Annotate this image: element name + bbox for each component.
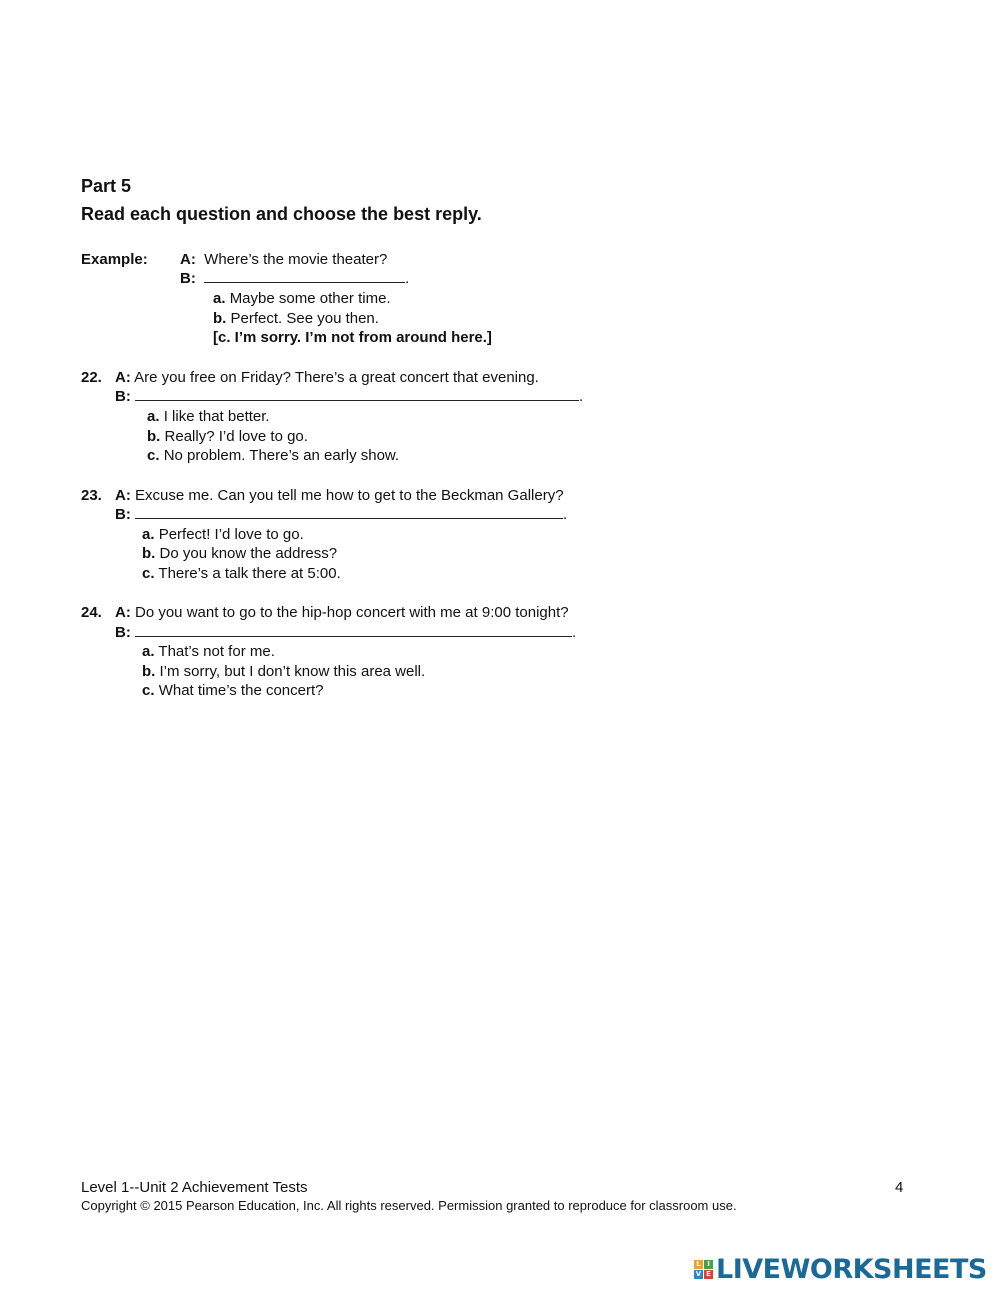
option-letter: c. <box>142 682 155 699</box>
option-24-a[interactable] <box>142 642 275 661</box>
copyright-notice: Copyright © 2015 Pearson Education, Inc. All rights reserved. Permission granted to reproduce for classroom use. <box>81 1198 737 1213</box>
blank-period: . <box>572 624 577 641</box>
option-23-c[interactable] <box>142 564 341 583</box>
reply-24 <box>115 623 576 642</box>
logo-blocks-icon <box>694 1260 713 1279</box>
option-text: Perfect. See you then. <box>230 310 379 327</box>
option-text: Do you know the address? <box>159 545 338 562</box>
reply-22 <box>115 387 583 406</box>
option-letter: c. <box>142 565 155 582</box>
option-letter: a. <box>147 408 160 425</box>
option-22-c[interactable] <box>147 446 399 465</box>
option-letter: a. <box>213 290 226 307</box>
option-letter: a. <box>142 526 155 543</box>
speaker-b-label: B: <box>115 506 131 523</box>
option-22-b[interactable] <box>147 427 308 446</box>
option-text: Really? I’d love to go. <box>164 428 308 445</box>
answer-blank[interactable] <box>135 623 572 637</box>
answer-blank[interactable] <box>204 269 405 283</box>
speaker-a-label: A: <box>180 251 196 268</box>
footer-title: Level 1--Unit 2 Achievement Tests <box>81 1179 308 1196</box>
option-23-a[interactable] <box>142 525 304 544</box>
example-label: Example: <box>81 251 148 268</box>
instructions: Read each question and choose the best reply. <box>81 204 482 224</box>
blank-period: . <box>579 388 584 405</box>
option-text: What time’s the concert? <box>158 682 324 699</box>
option-24-b[interactable] <box>142 662 425 681</box>
logo-block: V <box>695 1269 702 1278</box>
speaker-a-label: A: <box>115 604 131 621</box>
question-number: 24. <box>81 604 102 621</box>
question-number: 23. <box>81 487 102 504</box>
speaker-a-label: A: <box>115 369 131 386</box>
speaker-a-label: A: <box>115 487 131 504</box>
logo-text: LIVEWORKSHEETS <box>716 1253 987 1285</box>
option-letter: b. <box>147 428 161 445</box>
option-text: Perfect! I’d love to go. <box>158 526 304 543</box>
question-text: Where’s the movie theater? <box>204 251 388 268</box>
option-letter: b. <box>142 545 156 562</box>
option-letter: b. <box>213 310 227 327</box>
option-text: No problem. There’s an early show. <box>163 447 400 464</box>
option-22-a[interactable] <box>147 407 270 426</box>
option-text: I’m sorry, but I don’t know this area well. <box>159 663 426 680</box>
page-number: 4 <box>895 1179 904 1196</box>
blank-period: . <box>405 270 410 287</box>
blank-period: . <box>563 506 568 523</box>
reply-23 <box>115 505 567 524</box>
option-letter: a. <box>142 643 155 660</box>
option-23-b[interactable] <box>142 544 337 563</box>
question-text: Excuse me. Can you tell me how to get to the Beckman Gallery? <box>135 487 564 504</box>
logo-block: L <box>694 1260 703 1269</box>
liveworksheets-logo[interactable] <box>694 1254 987 1284</box>
logo-block: E <box>704 1270 713 1279</box>
question-22 <box>81 368 539 387</box>
answer-blank[interactable] <box>135 505 563 519</box>
answer-blank[interactable] <box>135 387 579 401</box>
question-number: 22. <box>81 369 102 386</box>
option-letter: b. <box>142 663 156 680</box>
speaker-b-label: B: <box>115 388 131 405</box>
question-23 <box>81 486 564 505</box>
logo-block: I <box>704 1260 713 1269</box>
part-label: Part 5 <box>81 176 132 196</box>
example-question <box>180 250 387 269</box>
option-text: There’s a talk there at 5:00. <box>158 565 341 582</box>
example-option-a <box>213 289 391 308</box>
option-letter: c. <box>147 447 160 464</box>
example-option-b <box>213 309 379 328</box>
option-text: Maybe some other time. <box>229 290 391 307</box>
question-text: Do you want to go to the hip-hop concert with me at 9:00 tonight? <box>135 604 569 621</box>
question-24 <box>81 603 569 622</box>
example-reply <box>180 269 409 288</box>
example-answer: [c. I’m sorry. I’m not from around here.] <box>213 329 492 346</box>
option-24-c[interactable] <box>142 681 323 700</box>
question-text: Are you free on Friday? There’s a great concert that evening. <box>134 369 539 386</box>
option-text: I like that better. <box>163 408 270 425</box>
speaker-b-label: B: <box>180 270 196 287</box>
option-text: That’s not for me. <box>158 643 275 660</box>
speaker-b-label: B: <box>115 624 131 641</box>
